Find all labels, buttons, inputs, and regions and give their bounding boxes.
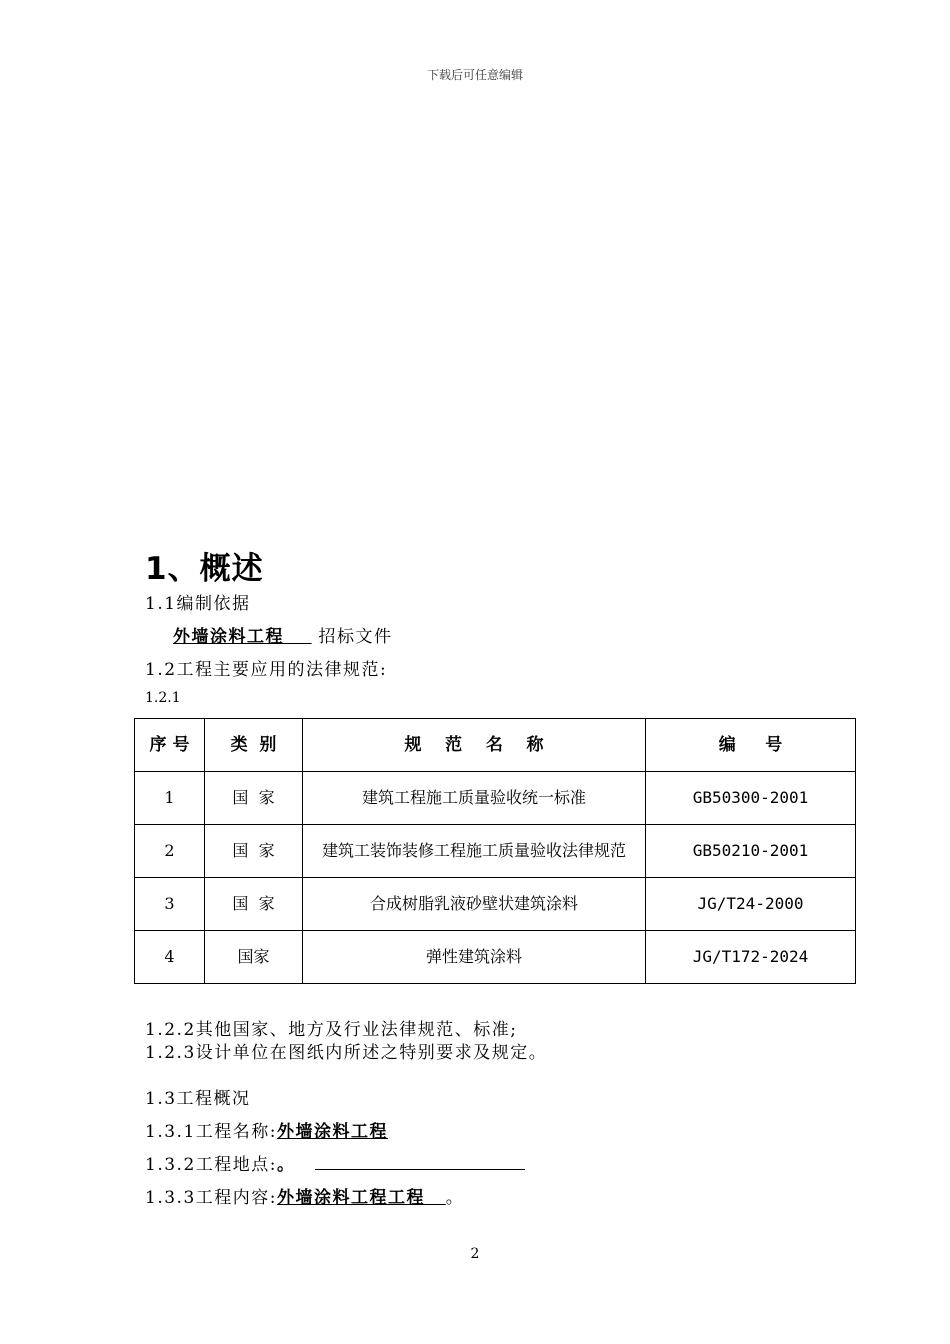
row-category: 国 家 <box>205 825 303 878</box>
project-content-line <box>145 1183 464 1208</box>
row-no: 3 <box>135 878 205 931</box>
header-category: 类 别 <box>205 719 303 772</box>
row-name: 建筑工装饰装修工程施工质量验收法律规范 <box>303 825 646 878</box>
row-category: 国 家 <box>205 878 303 931</box>
row-no: 1 <box>135 772 205 825</box>
row-category: 国家 <box>205 931 303 984</box>
row-no: 2 <box>135 825 205 878</box>
project-content-value: 外墙涂料工程工程 <box>276 1188 425 1208</box>
project-location-label: 1.3.2工程地点: <box>145 1155 277 1175</box>
project-location-blank <box>315 1153 525 1170</box>
subsection-1-1: 1.1编制依据 <box>145 594 251 614</box>
subsection-1-2-2: 1.2.2其他国家、地方及行业法律规范、标准; <box>145 1020 518 1040</box>
table-row <box>135 825 856 878</box>
table-row <box>135 772 856 825</box>
project-content-label: 1.3.3工程内容: <box>145 1188 277 1208</box>
subsection-1-2-3: 1.2.3设计单位在图纸内所述之特别要求及规定。 <box>145 1043 548 1063</box>
row-name: 合成树脂乳液砂壁状建筑涂料 <box>303 878 646 931</box>
subsection-1-2: 1.2工程主要应用的法律规范: <box>145 660 388 680</box>
table-header-row <box>135 719 856 772</box>
project-name-label: 1.3.1工程名称: <box>145 1122 277 1142</box>
project-name-line <box>145 1117 388 1142</box>
subsection-1-2-1: 1.2.1 <box>145 690 181 706</box>
table-row <box>135 878 856 931</box>
project-location-value: 。 <box>276 1155 296 1175</box>
row-name: 建筑工程施工质量验收统一标准 <box>303 772 646 825</box>
header-code: 编 号 <box>646 719 856 772</box>
table-row <box>135 931 856 984</box>
page-header-note: 下载后可任意编辑 <box>426 68 523 82</box>
subsection-1-3: 1.3工程概况 <box>145 1089 251 1109</box>
page-number: 2 <box>470 1246 480 1262</box>
project-location-line <box>145 1150 525 1175</box>
basis-project-name: 外墙涂料工程 <box>173 627 284 647</box>
row-no: 4 <box>135 931 205 984</box>
row-code: JG/T172-2024 <box>646 931 856 984</box>
row-name: 弹性建筑涂料 <box>303 931 646 984</box>
header-no: 序 号 <box>135 719 205 772</box>
basis-suffix: 招标文件 <box>318 627 393 647</box>
row-code: JG/T24-2000 <box>646 878 856 931</box>
row-code: GB50300-2001 <box>646 772 856 825</box>
section-title: 1、概述 <box>145 551 264 587</box>
row-category: 国 家 <box>205 772 303 825</box>
row-code: GB50210-2001 <box>646 825 856 878</box>
project-content-suffix: 。 <box>445 1188 465 1208</box>
project-name-value: 外墙涂料工程 <box>276 1122 388 1142</box>
standards-table <box>134 718 856 984</box>
header-name: 规 范 名 称 <box>303 719 646 772</box>
basis-line <box>173 622 393 647</box>
